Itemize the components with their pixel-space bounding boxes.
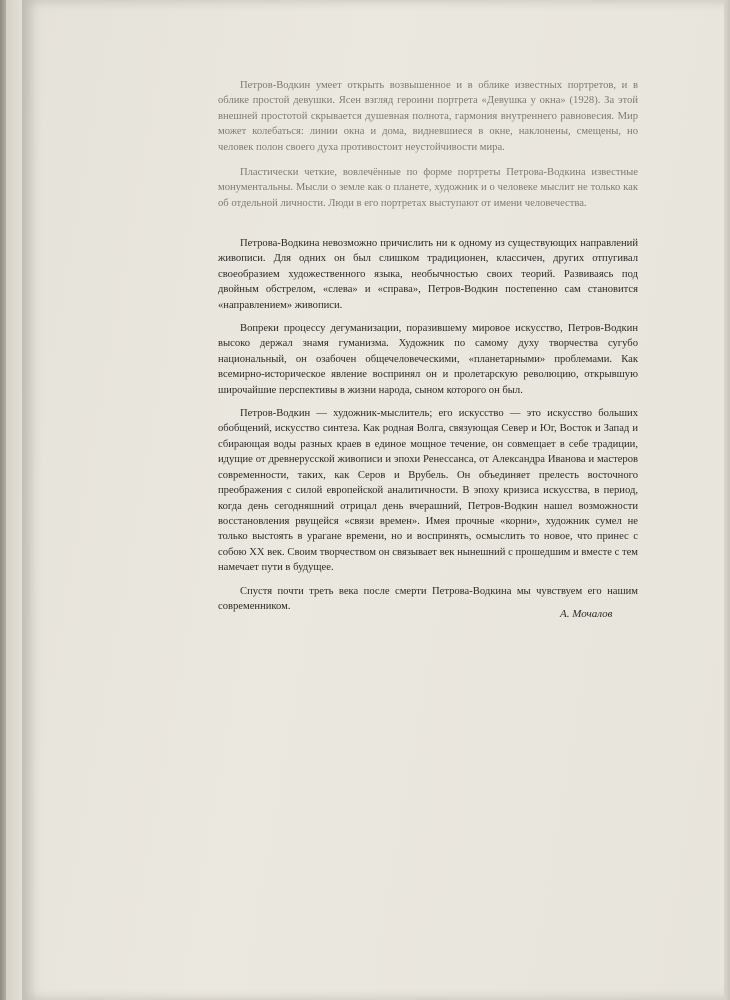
paragraph-4: Спустя почти треть века после смерти Петрова-Водкина мы чувствуем его нашим современником. (218, 585, 638, 612)
main-text (218, 236, 638, 622)
intro-paragraph-1: Петров-Водкин умеет открыть возвышенное и в облике известных портретов, и в облике простой девушки. Ясен взгляд героини портрета «Девушка у окна» (1928). За этой внешней простотой скрывается душевная полнота, гармония внутреннего равновесия. Мир может колебаться: линии окна и дома, видневшиеся в окне, наклонены, смещены, но человек полон своего духа противостоит неустойчивости мира. (218, 80, 638, 153)
paragraph-1: Петрова-Водкина невозможно причислить ни к одному из существующих направлений живописи. Для одних он был слишком традиционен, классичен, других отпугивал своеобразием художественного языка, необычностью своих теорий. Развиваясь под двойным обстрелом, «слева» и «справа», Петров-Водкин постепенно сам становится «направлением» живописи. (218, 238, 638, 311)
page-edge (724, 0, 730, 1000)
intro-paragraph-2: Пластически четкие, вовлечённые по форме портреты Петрова-Водкина известные монументальны. Мысли о земле как о планете, художник и о человеке мыслит не только как об отдельной личности. Люди в его портретах выступают от имени человечества. (218, 167, 638, 209)
paragraph-2: Вопреки процессу дегуманизации, поразившему мировое искусство, Петров-Водкин высоко держал знамя гуманизма. Художник по самому духу творчества сугубо национальный, он озабочен общечеловеческими, «планетарными» проблемами. Как всемирно-историческое явление воспринял он и пролетарскую революцию, открывшую широчайшие перспективы в жизни народа, сыном которого он был. (218, 323, 638, 396)
paragraph-3: Петров-Водкин — художник-мыслитель; его искусство — это искусство больших обобщений, искусство синтеза. Как родная Волга, связующая Север и Юг, Восток и Запад и сбирающая воды разных краев в единое мощное течение, он совмещает в себе традиции, идущие от древнерусской живописи и эпохи Ренессанса, от Александра Иванова и мастеров современности, таких, как Серов и Врубель. Он объединяет прелесть восточного преображения с силой европейской аналитичности. В эпоху кризиса искусства, в период, когда день сегодняшний отрицал день вчерашний, Петров-Водкин нашел возможности восстановления рвущейся «связи времен». Имея прочные «корни», художник сумел не только выстоять в урагане времени, но и воспринять, осмыслить то новое, что принес с собою XX век. Своим творчеством он связывает век нынешний с прошедшим и вместе с тем намечает пути в будущее. (218, 408, 638, 574)
author-signature: А. Мочалов (560, 608, 613, 620)
faded-intro-text (218, 78, 638, 221)
